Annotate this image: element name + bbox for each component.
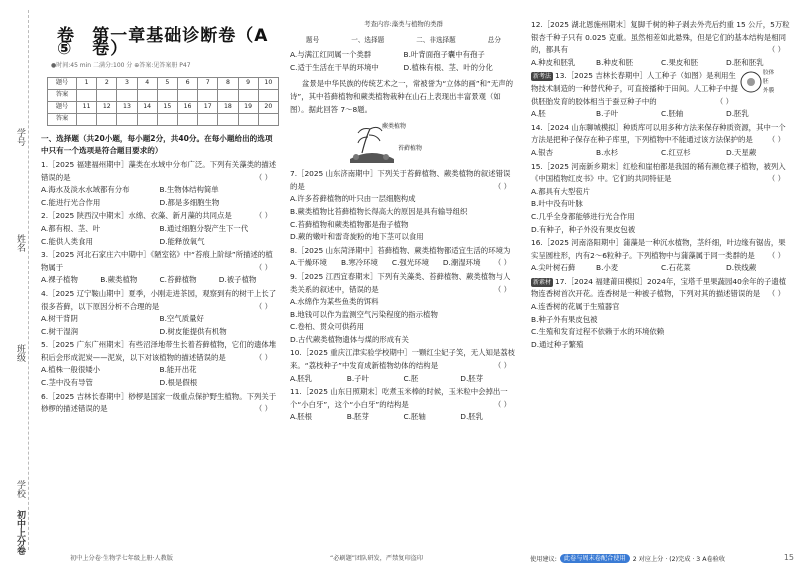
answer-table-cell: 3: [117, 77, 137, 89]
question: [290, 168, 517, 244]
section-heading: 一、选择题（共20小题，每小题2分，共40分。在每小题给出的选项中只有一个选项是符合题目要求的）: [41, 133, 273, 156]
question: [41, 159, 278, 209]
answer-table-cell: 20: [258, 101, 278, 113]
answer-blank[interactable]: [238, 89, 258, 101]
question-stem: [531, 122, 791, 147]
answer-table-cell: 6: [177, 77, 197, 89]
option[interactable]: C.卷柏、贯众可供药用: [290, 322, 365, 332]
answer-paren[interactable]: （ ）: [254, 352, 272, 362]
option[interactable]: D.通过种子繁殖: [531, 339, 584, 349]
school-label: 学校: [15, 480, 25, 498]
option[interactable]: B.小麦: [596, 263, 619, 273]
question-list-2: [290, 168, 517, 424]
score-label: 一、选择题: [351, 35, 385, 44]
answer-blank[interactable]: [218, 89, 238, 101]
option[interactable]: D.蕨的嫩叶和雷奇旋粉的地下茎可以食用: [290, 232, 424, 242]
column-2: [284, 0, 521, 566]
answer-blank[interactable]: [177, 89, 197, 101]
option[interactable]: C.胚轴: [661, 109, 684, 119]
option[interactable]: A.干燥环境: [290, 258, 327, 268]
option[interactable]: C.苔藓植物: [159, 275, 197, 285]
answer-table-cell: 2: [97, 77, 117, 89]
artificial-seed-figure: [739, 70, 791, 104]
stem-text: 11.［2025 山东日照期末］吃煮玉米棒的时候，玉米粒中会掉出一个“小白牙”，这个“小白牙”的结构是: [290, 387, 508, 409]
topic-header: 考查内容:藻类与植物的类群: [364, 20, 443, 28]
option[interactable]: C.适于生活在干旱的环境中: [290, 62, 379, 72]
stem-text: 10.［2025 重庆江津实验学校期中］一颗红尘妃子笑，无人知是荔枝来。“荔枝种子”中发育成新植物幼体的结构是: [290, 348, 516, 371]
question: [290, 347, 517, 385]
stem-text: 7.［2025 山东济南期中］下列关于苔藓植物、蕨类植物的叙述错误的是: [290, 169, 511, 191]
options: [531, 301, 791, 351]
answer-table-cell: 18: [218, 101, 238, 113]
option[interactable]: A.海水及淡水水域都有分布: [41, 185, 130, 195]
option[interactable]: D.植株有根、茎、叶的分化: [403, 62, 493, 72]
option[interactable]: D.胚乳: [726, 109, 749, 119]
option[interactable]: B.蕨类植物: [100, 275, 138, 285]
answer-blank[interactable]: [238, 113, 258, 125]
binding-strip: [0, 0, 34, 566]
option[interactable]: B.地钱可以作为监测空气污染程度的指示植物: [290, 309, 438, 319]
option[interactable]: C.强光环境: [391, 258, 429, 268]
option[interactable]: D.有种子，种子外没有果皮包被: [531, 224, 636, 234]
answer-table-cell: 1: [77, 77, 97, 89]
option[interactable]: C.果皮和胚: [661, 57, 699, 67]
option[interactable]: B.水杉: [596, 147, 619, 157]
option[interactable]: B.子叶: [596, 109, 619, 119]
option[interactable]: D.胚乳: [460, 412, 484, 422]
question-stem: [41, 249, 278, 274]
answer-paren[interactable]: （ ）: [767, 135, 785, 145]
option[interactable]: C.能供人类食用: [41, 236, 93, 246]
options: [41, 274, 278, 287]
answer-table-cell: 10: [258, 77, 278, 89]
footer-left: 初中上分卷·生物学七年级上册·人教版: [70, 555, 173, 562]
answer-paren[interactable]: （ ）: [254, 262, 272, 272]
options: [41, 313, 278, 338]
question-stem: [290, 168, 517, 193]
option[interactable]: A.胚根: [290, 412, 313, 422]
answer-table-cell: 16: [177, 101, 197, 113]
question-tag: 新素材: [533, 278, 552, 286]
option[interactable]: A.与满江红同属一个类群: [290, 50, 372, 60]
answer-blank[interactable]: [258, 113, 278, 125]
option[interactable]: A.水绵作为某些鱼类的饵料: [290, 297, 379, 307]
question: [41, 288, 278, 338]
paper-meta: ●时间:45 min 二满分:100 分 ⊕答案:见答案册 P47: [51, 62, 191, 70]
option[interactable]: B.胚芽: [346, 412, 369, 422]
stem-text: 6.［2025 吉林长春期中］桫椤是国家一级重点保护野生植物。下列关于桫椤的描述错误的是: [41, 391, 277, 414]
answer-table-q-label: 题号: [48, 77, 77, 89]
option[interactable]: D.胚和胚乳: [726, 57, 764, 67]
option[interactable]: B.种子外有果皮包被: [531, 314, 598, 324]
answer-blank[interactable]: [117, 113, 137, 125]
option[interactable]: C.胚轴: [403, 412, 426, 422]
options: [531, 147, 791, 160]
artificial-seed-icon: [739, 70, 763, 94]
stem-text: 12.［2025 湖北恩施州期末］复脚千树的种子剥去外壳后约重 15 公斤，5万粒银杏千种子只有 0.025 克重。虽然相差如此悬殊，但是它们的基本结构是相同的，都具有: [531, 20, 790, 55]
answer-table-q-label: 题号: [48, 101, 77, 113]
option[interactable]: A.都有根、茎、叶: [41, 223, 101, 233]
answer-blank[interactable]: [97, 89, 117, 101]
question: [531, 161, 791, 237]
question-stem: [41, 288, 278, 313]
option[interactable]: B.叶背面孢子囊中有孢子: [403, 50, 485, 60]
answer-paren[interactable]: （ ）: [493, 399, 511, 409]
option[interactable]: D.潮湿环境: [442, 258, 481, 268]
question: [531, 276, 791, 352]
answer-blank[interactable]: [77, 113, 97, 125]
option[interactable]: B.能开出花: [159, 365, 197, 375]
option[interactable]: D.树皮能提供有机物: [159, 326, 227, 336]
footer-mid: “必刷题”团队研发，严禁复印盗印: [330, 555, 424, 562]
option[interactable]: B.种皮和胚: [596, 57, 633, 67]
answer-paren[interactable]: （ ）: [254, 301, 272, 311]
question: [531, 122, 791, 160]
options: [531, 262, 791, 275]
options: [41, 364, 278, 389]
answer-table-cell: 8: [218, 77, 238, 89]
question-stem: [41, 159, 278, 184]
page-number: 15: [783, 553, 794, 562]
brand-label: 初中上分卷: [15, 510, 25, 555]
stem-text: 15.［2025 河南新乡期末］红桧和崖柏都是我国的稀有濒危裸子植物，被列入《中国植物红皮书》中。它们的共同特征是: [531, 161, 786, 184]
answer-paren[interactable]: （ ）: [767, 174, 785, 184]
question-list-1: [41, 159, 278, 416]
options: [290, 411, 517, 424]
passage: 盆景是中华民族的传统艺术之一，常被誉为“立体的画”和“无声的诗”，其中苔藓植物和蕨类植物栽种在山石上表现出丰富景观（如图）。据此回答 7～8题。: [290, 79, 514, 114]
answer-table-cell: 13: [117, 101, 137, 113]
question-stem: [531, 161, 791, 186]
answer-paren[interactable]: （ ）: [493, 361, 511, 371]
paper-badge: 卷⑤: [57, 26, 75, 59]
column-3: [523, 0, 795, 566]
options: [290, 296, 517, 346]
question: [290, 245, 517, 270]
option[interactable]: C.能进行光合作用: [41, 197, 101, 207]
answer-paren[interactable]: （ ）: [493, 284, 511, 294]
score-row: [290, 34, 517, 47]
option[interactable]: C.树干湿润: [41, 326, 79, 336]
option[interactable]: C.几乎全身都能够进行光合作用: [531, 211, 635, 221]
stem-text: 17.［2024 福建莆田模拟］2024年，宝塔千里果蔬园40余年的子遗植物连香树首次开花。连香树是一种被子植物，下列对其的描述错误的是: [531, 276, 787, 299]
score-label: 题号: [306, 35, 320, 44]
answer-paren[interactable]: （ ）: [254, 172, 272, 182]
option[interactable]: D.都是多细胞生物: [159, 197, 220, 207]
option[interactable]: B.子叶: [346, 373, 369, 383]
question: [290, 271, 517, 347]
question: [41, 339, 278, 389]
question: [531, 19, 791, 69]
answer-paren[interactable]: （ ）: [767, 45, 785, 55]
answer-table-a-label: 答案: [48, 89, 77, 101]
options: [290, 193, 517, 243]
stem-text: 13.［2025 吉林长春期中］人工种子（如图）是利用生物技术制造的一种替代种子，可直接播种于田间。人工种子中提供胚胎发育的胶体相当于蚕豆种子中的: [531, 71, 738, 106]
options: [531, 108, 791, 121]
options: [290, 257, 494, 270]
score-label: 总分: [487, 35, 501, 44]
answer-table-cell: 7: [198, 77, 218, 89]
bonsai-figure: [290, 119, 517, 165]
option[interactable]: A.树干背阴: [41, 314, 78, 324]
answer-blank[interactable]: [258, 89, 278, 101]
question-stem: [41, 391, 278, 416]
option[interactable]: A.都具有大型苞片: [531, 186, 591, 196]
options: [290, 373, 517, 386]
option[interactable]: D.被子植物: [218, 275, 257, 285]
answer-table-cell: 17: [198, 101, 218, 113]
fig-label: 胚: [763, 79, 769, 86]
answer-blank[interactable]: [157, 113, 177, 125]
option[interactable]: D.铁线蕨: [726, 263, 757, 273]
question-stem: [531, 276, 791, 301]
answer-paren[interactable]: （ ）: [254, 404, 272, 414]
option[interactable]: C.石花菜: [661, 263, 691, 273]
question-list-3: [531, 19, 791, 351]
answer-table-cell: 9: [238, 77, 258, 89]
stem-text: 5.［2025 广东广州期末］有些沼泽地带生长着苔藓植物，它们的遗体堆积后会形成泥炭——泥炭，以下对该植物的描述错误的是: [41, 340, 277, 362]
option[interactable]: A.植株一般很矮小: [41, 365, 101, 375]
answer-blank[interactable]: [218, 113, 238, 125]
option[interactable]: A.胚乳: [290, 373, 313, 383]
answer-paren[interactable]: （ ）: [767, 250, 785, 260]
answer-paren[interactable]: （ ）: [767, 289, 785, 299]
answer-blank[interactable]: [77, 89, 97, 101]
answer-blank[interactable]: [198, 89, 218, 101]
option[interactable]: A.裸子植物: [41, 275, 78, 285]
answer-blank[interactable]: [198, 113, 218, 125]
answer-table-cell: 15: [157, 101, 177, 113]
answer-blank[interactable]: [117, 89, 137, 101]
paper-title: 第一章基础诊断卷（A卷）: [92, 26, 269, 59]
answer-table-cell: 5: [157, 77, 177, 89]
question: [41, 249, 278, 287]
option[interactable]: A.尖叶树石藓: [531, 263, 576, 273]
stem-text: 2.［2025 陕西汉中期末］水绵、衣藻、新月藻的共同点是: [41, 211, 232, 221]
question-stem: [41, 339, 278, 364]
answer-table-a-label: 答案: [48, 113, 77, 125]
option[interactable]: B.生物体结构简单: [159, 185, 219, 195]
answer-blank[interactable]: [137, 113, 157, 125]
stem-text: 1.［2025 福建福州期中］藻类在水域中分布广泛。下列有关藻类的描述错误的是: [41, 159, 277, 182]
option[interactable]: B.通过细胞分裂产生下一代: [159, 223, 249, 233]
usage-bar: [530, 554, 725, 563]
question: [41, 391, 278, 416]
question: [290, 386, 517, 424]
answer-blank[interactable]: [177, 113, 197, 125]
answer-paren[interactable]: （ ）: [254, 211, 272, 221]
usage-label: 使用建议:: [530, 556, 557, 563]
stem-text: 16.［2025 河南洛阳期中］蒲藻是一种沉水植物，茎纤细，叶边缘有锯齿，果实呈圆柱形，内有2～6粒种子。下列植物中与蒲藻属于同一类群的是: [531, 238, 786, 260]
answer-table-cell: 4: [137, 77, 157, 89]
cut-line: [28, 10, 29, 550]
option[interactable]: C.胚: [403, 373, 419, 383]
student-id-label: 学号: [15, 128, 25, 146]
column-1: [35, 0, 282, 566]
fig-label: 外膜: [763, 88, 775, 95]
options: [531, 186, 791, 236]
moss-label: 苔藓植物: [398, 145, 423, 153]
q6-options: [290, 49, 517, 74]
answer-table: [47, 77, 279, 126]
option[interactable]: A.银杏: [531, 147, 554, 157]
option[interactable]: B.叶中没有叶脉: [531, 199, 583, 209]
question: [41, 210, 278, 248]
usage-rest: 2 对应上分 · (2)完成 · 3 A卷验收: [632, 556, 726, 563]
option[interactable]: C.生殖和发育过程不依赖于水的环境依赖: [531, 327, 665, 337]
score-label: 二、非选择题: [416, 35, 456, 44]
question-stem: [290, 347, 517, 372]
option[interactable]: A.连香树的花属于生殖器官: [531, 302, 620, 312]
option[interactable]: A.种皮和胚乳: [531, 57, 576, 67]
options: [41, 184, 278, 209]
answer-paren[interactable]: （ ）: [493, 181, 511, 191]
question-stem: [290, 271, 517, 296]
usage-pill: 此卷与周末卷配合使用: [560, 554, 630, 563]
option[interactable]: C.茎中没有导管: [41, 378, 93, 388]
option[interactable]: D.根是假根: [159, 378, 198, 388]
stem-text: 9.［2025 江西宜春期末］下列有关藻类、苔藓植物、蕨类植物与人类关系的叙述中，错误的是: [290, 271, 511, 294]
answer-blank[interactable]: [97, 113, 117, 125]
answer-table-cell: 14: [137, 101, 157, 113]
answer-paren[interactable]: （ ）: [715, 96, 733, 106]
option[interactable]: D.能释放氧气: [159, 236, 205, 246]
option[interactable]: C.苔藓植物和蕨类植物都是孢子植物: [290, 219, 409, 229]
answer-table-cell: 19: [238, 101, 258, 113]
fig-label: 胶体: [763, 70, 775, 77]
options: [41, 223, 278, 248]
option[interactable]: C.红豆杉: [661, 147, 691, 157]
option[interactable]: B.空气质量好: [159, 314, 204, 324]
option[interactable]: D.古代蕨类植物遗体与煤的形成有关: [290, 334, 409, 344]
option[interactable]: D.天星蕨: [726, 147, 757, 157]
question-stem: [531, 19, 791, 57]
class-label: 班级: [15, 344, 25, 362]
stem-text: 4.［2025 辽宁鞍山期中］夏季，小刚走进茶园，观察到有的树干上长了很多苔藓，以下原因分析不合理的是: [41, 288, 277, 311]
question: [531, 237, 791, 275]
answer-blank[interactable]: [137, 89, 157, 101]
question-stem: [531, 237, 791, 262]
question-stem: [41, 210, 278, 223]
options: [531, 57, 791, 70]
stem-text: 14.［2024 山东聊城模拟］种质库可以用多种方法来保存种质资源，其中一个方法是把种子保存在种子库里，下列植物中不能通过该方法保护的是: [531, 122, 786, 145]
answer-blank[interactable]: [157, 89, 177, 101]
stem-text: 3.［2025 河北石家庄六中期中］《陋室铭》中“苔痕上阶绿”所描述的植物属于: [41, 250, 273, 272]
name-label: 姓名: [15, 234, 25, 252]
question-tag: 新考法: [533, 73, 552, 81]
paper-title-row: [57, 26, 278, 59]
answer-table-cell: 12: [97, 101, 117, 113]
option[interactable]: B.蕨类植物比苔藓植物长得高大的原因是具有输导组织: [290, 206, 468, 216]
fern-label: 蕨类植物: [382, 123, 407, 131]
option[interactable]: A.胚: [531, 109, 546, 119]
option[interactable]: A.许多苔藓植物的叶只由一层细胞构成: [290, 194, 416, 204]
option[interactable]: B.寒冷环境: [340, 258, 378, 268]
stem-text: 8.［2025 山东菏泽期中］苔藓植物、蕨类植物都适宜生活的环境为: [290, 245, 511, 255]
question-stem: [290, 386, 517, 411]
answer-table-cell: 11: [77, 101, 97, 113]
option[interactable]: D.胚芽: [460, 373, 484, 383]
question: [531, 70, 791, 120]
answer-paren[interactable]: （ ）: [493, 258, 511, 268]
